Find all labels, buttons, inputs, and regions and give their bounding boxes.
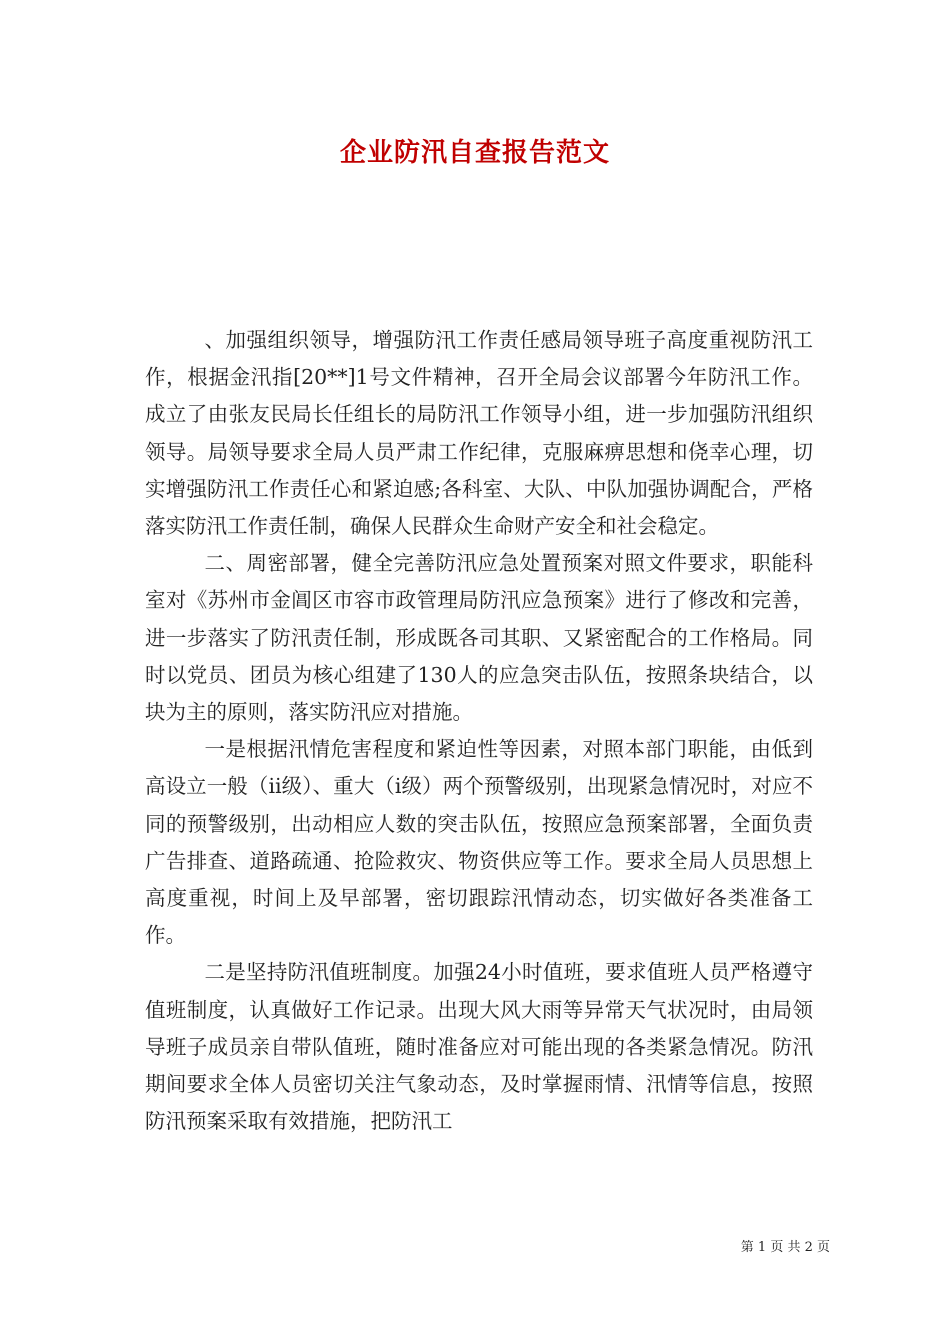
document-title: 企业防汛自查报告范文 bbox=[339, 138, 610, 168]
document-body bbox=[145, 322, 813, 1140]
paragraph-1: 、加强组织领导，增强防汛工作责任感局领导班子高度重视防汛工作，根据金汛指[20**]1号文件精神，召开全局会议部署今年防汛工作。成立了由张友民局长任组长的局防汛工作领导小组，进一步加强防汛组织领导。局领导要求全局人员严肃工作纪律，克服麻痹思想和侥幸心理，切实增强防汛工作责任心和紧迫感;各科室、大队、中队加强协调配合，严格落实防汛工作责任制，确保人民群众生命财产安全和社会稳定。 bbox=[145, 328, 813, 539]
paragraph-4: 二是坚持防汛值班制度。加强24小时值班，要求值班人员严格遵守值班制度，认真做好工作记录。出现大风大雨等异常天气状况时，由局领导班子成员亲自带队值班，随时准备应对可能出现的各类紧急情况。防汛期间要求全体人员密切关注气象动态，及时掌握雨情、汛情等信息，按照防汛预案采取有效措施，把防汛工 bbox=[145, 960, 813, 1134]
paragraph-3: 一是根据汛情危害程度和紧迫性等因素，对照本部门职能，由低到高设立一般（ⅱ级）、重大（ⅰ级）两个预警级别，出现紧急情况时，对应不同的预警级别，出动相应人数的突击队伍，按照应急预案部署，全面负责广告排查、道路疏通、抢险救灾、物资供应等工作。要求全局人员思想上高度重视，时间上及早部署，密切跟踪汛情动态，切实做好各类准备工作。 bbox=[145, 737, 813, 948]
paragraph-2: 二、周密部署，健全完善防汛应急处置预案对照文件要求，职能科室对《苏州市金阊区市容市政管理局防汛应急预案》进行了修改和完善，进一步落实了防汛责任制，形成既各司其职、又紧密配合的工作格局。同时以党员、团员为核心组建了130人的应急突击队伍，按照条块结合，以块为主的原则，落实防汛应对措施。 bbox=[145, 551, 813, 725]
page-number-footer: 第 1 页 共 2 页 bbox=[740, 1240, 830, 1255]
